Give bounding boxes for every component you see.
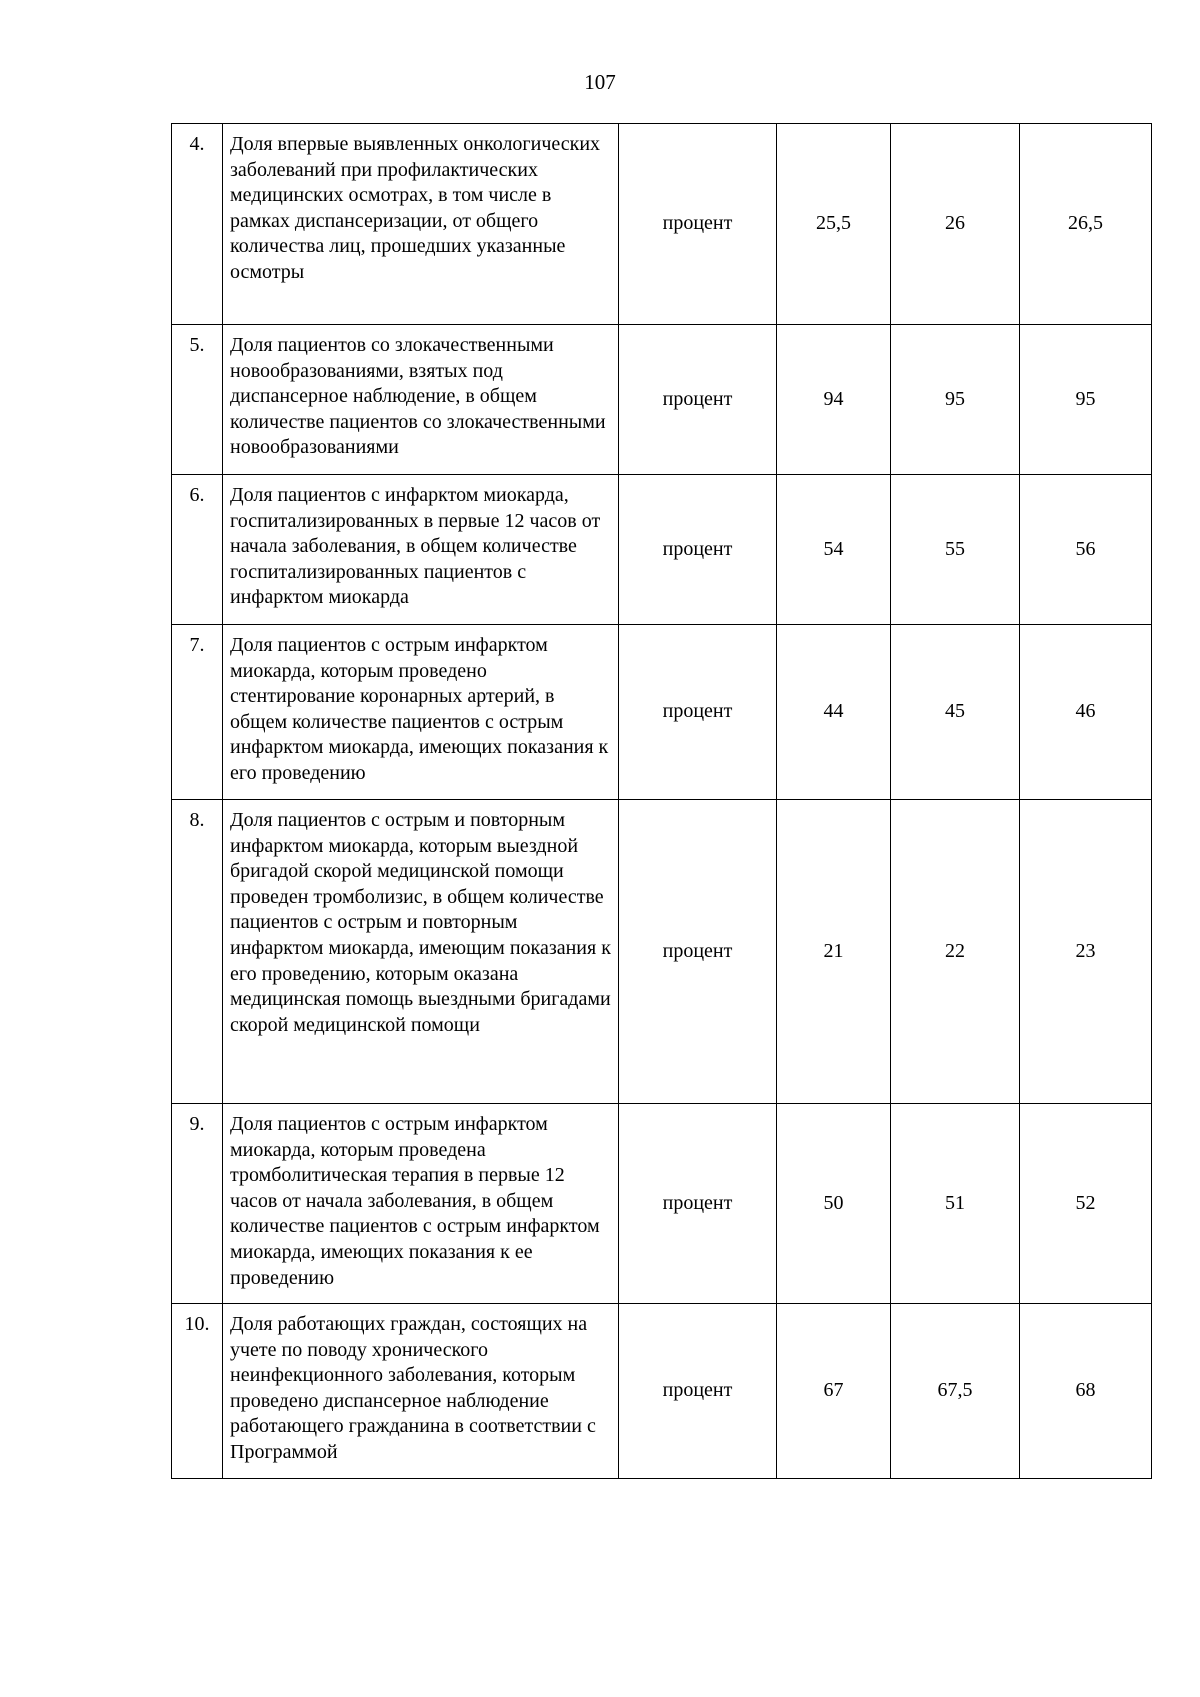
table-row xyxy=(172,475,1152,625)
value-cell: 54 xyxy=(777,475,891,625)
indicator-name: Доля работающих граждан, состоящих на учете по поводу хронического неинфекционного заболевания, которым проведено диспансерное наблюдение работающего гражданина в соответствии с Программой xyxy=(223,1304,619,1479)
value-cell: 26,5 xyxy=(1020,124,1152,325)
row-number: 9. xyxy=(172,1104,223,1304)
indicator-name: Доля пациентов с острым и повторным инфарктом миокарда, которым выездной бригадой скорой медицинской помощи проведен тромболизис, в общем количестве пациентов с острым и повторным инфарктом миокарда, имеющим показания к его проведению, которым оказана медицинская помощь выездными бригадами скорой медицинской помощи xyxy=(223,800,619,1104)
table-row xyxy=(172,800,1152,1104)
row-number: 5. xyxy=(172,325,223,475)
row-number: 6. xyxy=(172,475,223,625)
unit-cell: процент xyxy=(619,625,777,800)
unit-cell: процент xyxy=(619,1304,777,1479)
value-cell: 45 xyxy=(891,625,1020,800)
row-number: 8. xyxy=(172,800,223,1104)
value-cell: 22 xyxy=(891,800,1020,1104)
value-cell: 67,5 xyxy=(891,1304,1020,1479)
value-cell: 21 xyxy=(777,800,891,1104)
unit-cell: процент xyxy=(619,475,777,625)
value-cell: 51 xyxy=(891,1104,1020,1304)
table-row xyxy=(172,325,1152,475)
row-number: 4. xyxy=(172,124,223,325)
row-number: 10. xyxy=(172,1304,223,1479)
indicators-table xyxy=(171,123,1152,1479)
row-number: 7. xyxy=(172,625,223,800)
table-row xyxy=(172,625,1152,800)
table-row xyxy=(172,1304,1152,1479)
table-row xyxy=(172,124,1152,325)
indicator-name: Доля пациентов со злокачественными новообразованиями, взятых под диспансерное наблюдение, в общем количестве пациентов со злокачественными новообразованиями xyxy=(223,325,619,475)
indicator-name: Доля пациентов с инфарктом миокарда, госпитализированных в первые 12 часов от начала заболевания, в общем количестве госпитализированных пациентов с инфарктом миокарда xyxy=(223,475,619,625)
value-cell: 25,5 xyxy=(777,124,891,325)
value-cell: 56 xyxy=(1020,475,1152,625)
value-cell: 46 xyxy=(1020,625,1152,800)
indicator-name: Доля впервые выявленных онкологических заболеваний при профилактических медицинских осмотрах, в том числе в рамках диспансеризации, от общего количества лиц, прошедших указанные осмотры xyxy=(223,124,619,325)
value-cell: 50 xyxy=(777,1104,891,1304)
value-cell: 52 xyxy=(1020,1104,1152,1304)
value-cell: 94 xyxy=(777,325,891,475)
value-cell: 95 xyxy=(1020,325,1152,475)
unit-cell: процент xyxy=(619,124,777,325)
unit-cell: процент xyxy=(619,325,777,475)
indicator-name: Доля пациентов с острым инфарктом миокарда, которым проведена тромболитическая терапия в первые 12 часов от начала заболевания, в общем количестве пациентов с острым инфарктом миокарда, имеющих показания к ее проведению xyxy=(223,1104,619,1304)
value-cell: 55 xyxy=(891,475,1020,625)
indicator-name: Доля пациентов с острым инфарктом миокарда, которым проведено стентирование коронарных артерий, в общем количестве пациентов с острым инфарктом миокарда, имеющих показания к его проведению xyxy=(223,625,619,800)
value-cell: 95 xyxy=(891,325,1020,475)
unit-cell: процент xyxy=(619,800,777,1104)
value-cell: 67 xyxy=(777,1304,891,1479)
value-cell: 26 xyxy=(891,124,1020,325)
unit-cell: процент xyxy=(619,1104,777,1304)
value-cell: 44 xyxy=(777,625,891,800)
value-cell: 68 xyxy=(1020,1304,1152,1479)
page-number: 107 xyxy=(584,70,616,94)
table-row xyxy=(172,1104,1152,1304)
value-cell: 23 xyxy=(1020,800,1152,1104)
